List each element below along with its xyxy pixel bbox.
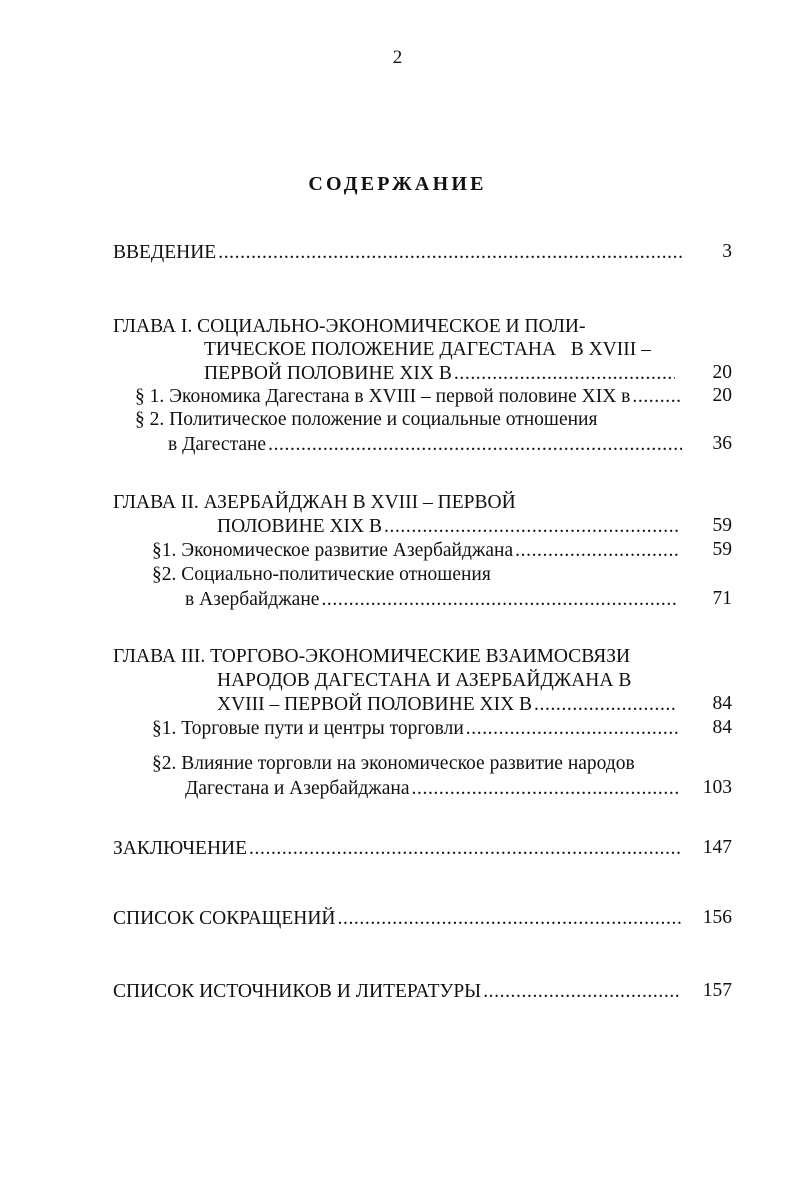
toc-entry-label: ПЕРВОЙ ПОЛОВИНЕ XIX В (204, 363, 452, 384)
chapter3-title-line1[interactable]: ГЛАВА III. ТОРГОВО-ЭКОНОМИЧЕСКИЕ ВЗАИМОСВЯЗИ (113, 646, 631, 667)
toc-section-3-2-line1[interactable]: §2. Влияние торговли на экономическое развитие народов (152, 753, 635, 774)
dot-leader (483, 981, 681, 1003)
dot-leader (338, 908, 684, 930)
toc-page-number: 71 (712, 588, 732, 609)
chapter2-title-line1[interactable]: ГЛАВА II. АЗЕРБАЙДЖАН В XVIII – ПЕРВОЙ (113, 492, 516, 513)
toc-section-3-2-line2[interactable] (185, 778, 679, 800)
toc-page-number: 156 (702, 907, 732, 928)
dot-leader (466, 718, 680, 740)
toc-entry-label: XVIII – ПЕРВОЙ ПОЛОВИНЕ XIX В (217, 694, 533, 715)
toc-section-2-2-line1[interactable]: §2. Социально-политические отношения (152, 564, 491, 585)
toc-page-number: 157 (702, 980, 732, 1001)
toc-section-1-2-line1[interactable]: § 2. Политическое положение и социальные отношения (135, 409, 598, 430)
toc-section-3-1[interactable] (152, 718, 680, 740)
toc-entry-intro[interactable] (113, 242, 685, 264)
toc-page-number: 84 (712, 693, 732, 714)
toc-entry-label: ПОЛОВИНЕ XIX В (217, 516, 382, 537)
toc-entry-abbreviations[interactable] (113, 908, 683, 930)
toc-entry-label: ЗАКЛЮЧЕНИЕ (113, 838, 248, 859)
dot-leader (249, 838, 683, 860)
toc-entry-label: Дагестана и Азербайджана (185, 778, 410, 799)
toc-page-number: 59 (712, 515, 732, 536)
toc-entry-label: §1. Торговые пути и центры торговли (152, 718, 464, 739)
toc-entry-label: § 1. Экономика Дагестана в XVIII – первой половине XIX в (135, 386, 631, 407)
toc-entry-label: §1. Экономическое развитие Азербайджана (152, 540, 514, 561)
toc-entry-conclusion[interactable] (113, 838, 683, 860)
toc-entry-label: ВВЕДЕНИЕ (113, 242, 217, 263)
toc-entry-label: СПИСОК СОКРАЩЕНИЙ (113, 908, 336, 929)
toc-section-2-2-line2[interactable] (185, 589, 677, 611)
chapter3-title-line2[interactable]: НАРОДОВ ДАГЕСТАНА И АЗЕРБАЙДЖАНА В (217, 670, 632, 691)
toc-page-number: 103 (702, 777, 732, 798)
chapter1-title-line1[interactable]: ГЛАВА I. СОЦИАЛЬНО-ЭКОНОМИЧЕСКОЕ И ПОЛИ- (113, 316, 586, 337)
toc-entry-label: СПИСОК ИСТОЧНИКОВ И ЛИТЕРАТУРЫ (113, 981, 482, 1002)
toc-page-number: 20 (712, 362, 732, 383)
toc-page-number: 59 (712, 539, 732, 560)
dot-leader (454, 363, 675, 385)
dot-leader (534, 694, 676, 716)
chapter3-title-line3[interactable] (217, 694, 676, 716)
page-number: 2 (392, 47, 403, 68)
dot-leader (268, 434, 682, 456)
toc-page-number: 36 (712, 433, 732, 454)
chapter1-title-line3[interactable] (204, 363, 675, 385)
chapter1-title-line2[interactable]: ТИЧЕСКОЕ ПОЛОЖЕНИЕ ДАГЕСТАНА В XVIII – (204, 339, 651, 360)
dot-leader (632, 386, 680, 408)
toc-page-number: 84 (712, 717, 732, 738)
chapter2-title-line2[interactable] (217, 516, 678, 538)
dot-leader (218, 242, 685, 264)
dot-leader (515, 540, 678, 562)
toc-entry-sources[interactable] (113, 981, 681, 1003)
toc-entry-label: в Азербайджане (185, 589, 320, 610)
toc-page-number: 3 (722, 241, 732, 262)
dot-leader (384, 516, 678, 538)
dot-leader (412, 778, 679, 800)
toc-section-1-1[interactable] (135, 386, 680, 408)
toc-section-2-1[interactable] (152, 540, 678, 562)
toc-section-1-2-line2[interactable] (168, 434, 682, 456)
page-title: СОДЕРЖАНИЕ (308, 173, 487, 195)
toc-page-number: 147 (702, 837, 732, 858)
toc-page-number: 20 (712, 385, 732, 406)
toc-entry-label: в Дагестане (168, 434, 267, 455)
dot-leader (321, 589, 677, 611)
